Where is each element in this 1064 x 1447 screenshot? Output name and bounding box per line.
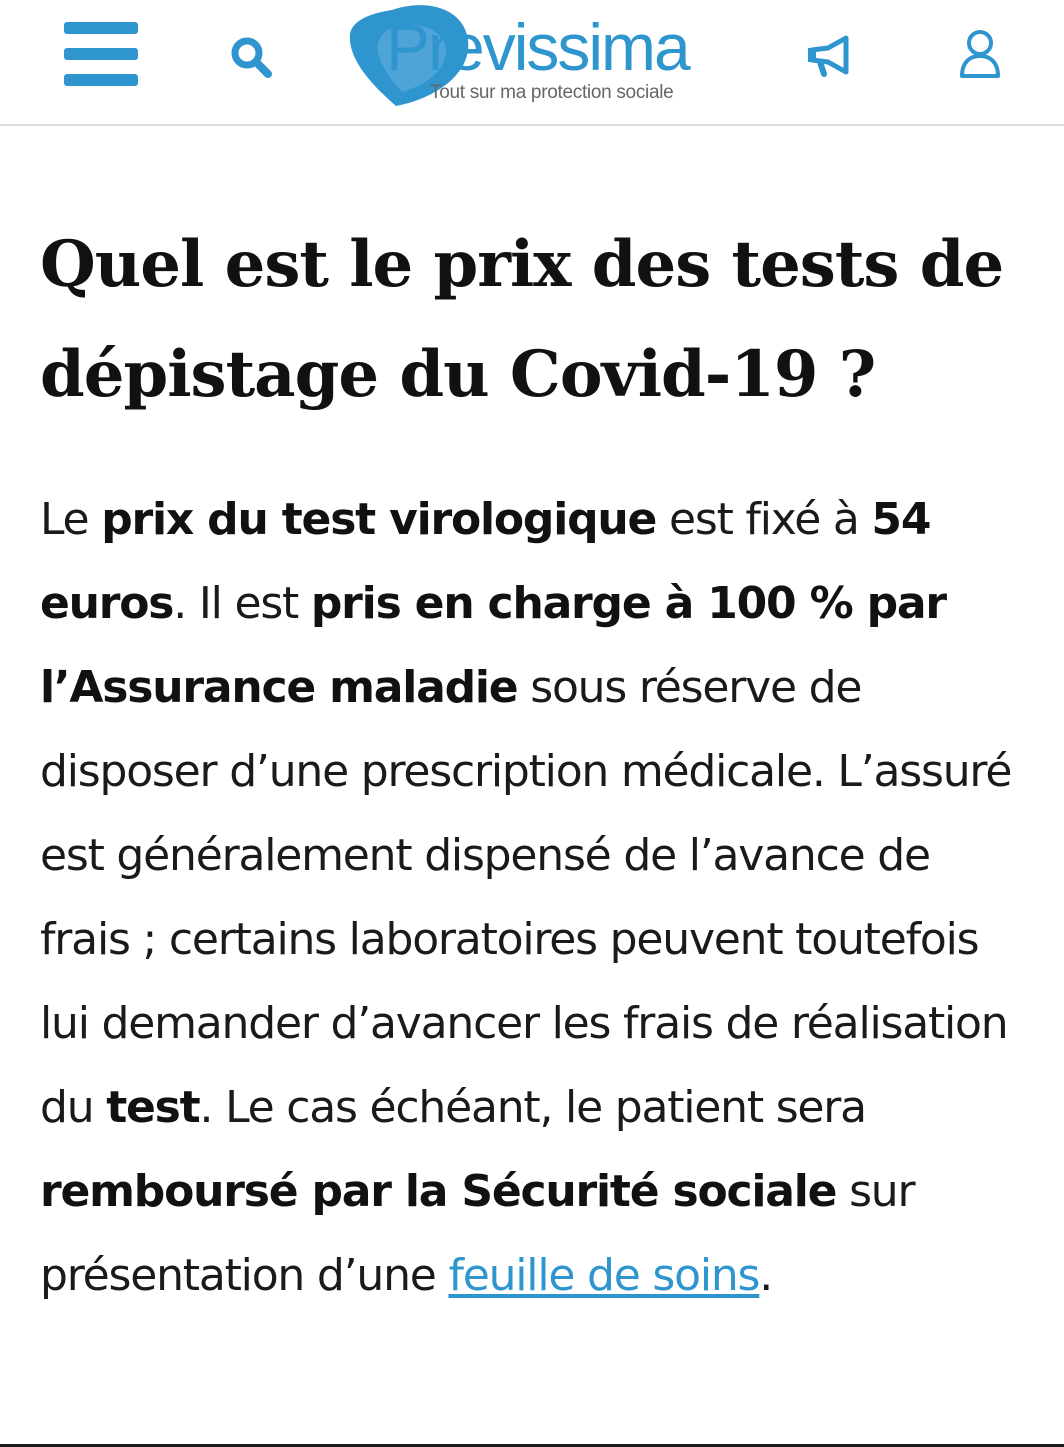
menu-icon-bar: [64, 48, 138, 60]
site-logo[interactable]: [346, 0, 746, 112]
text-segment: .: [759, 1250, 773, 1301]
logo-tagline: Tout sur ma protection sociale: [430, 82, 674, 103]
bold-segment: remboursé par la Sécurité sociale: [40, 1166, 837, 1217]
bold-segment: prix du test virologique: [101, 494, 657, 545]
megaphone-button[interactable]: [806, 34, 854, 78]
menu-icon: [64, 22, 138, 34]
text-segment: . Le cas échéant, le patient sera: [199, 1082, 866, 1133]
search-icon: [228, 34, 274, 80]
user-icon: [958, 28, 1002, 80]
article-title: Quel est le prix des tests de dépistage du Covid-19 ?: [40, 227, 1004, 412]
megaphone-icon: [806, 34, 854, 78]
text-segment: Le: [40, 494, 102, 545]
feuille-de-soins-link[interactable]: feuille de soins: [448, 1250, 760, 1301]
bold-segment: 54 euros: [40, 494, 931, 629]
text-segment: sur présentation d’une: [40, 1166, 915, 1301]
text-segment: est fixé à: [656, 494, 872, 545]
logo-name: Previssima: [386, 10, 689, 84]
search-button[interactable]: [228, 34, 274, 80]
bold-segment: pris en charge à 100 % par l’Assurance maladie: [40, 578, 946, 713]
site-header: [0, 0, 1064, 126]
bold-segment: test: [106, 1082, 200, 1133]
account-button[interactable]: [958, 28, 1002, 80]
text-segment: . Il est: [173, 578, 311, 629]
article-paragraph: [40, 478, 1030, 1318]
menu-button[interactable]: [64, 22, 138, 86]
text-segment: sous réserve de disposer d’une prescription médicale. L’assuré est généralement dispensé de l’avance de frais ; certains laboratoires peuvent toutefois lui demander d’avancer les frais de réalisation du: [40, 662, 1012, 1133]
menu-icon-bar: [64, 74, 138, 86]
